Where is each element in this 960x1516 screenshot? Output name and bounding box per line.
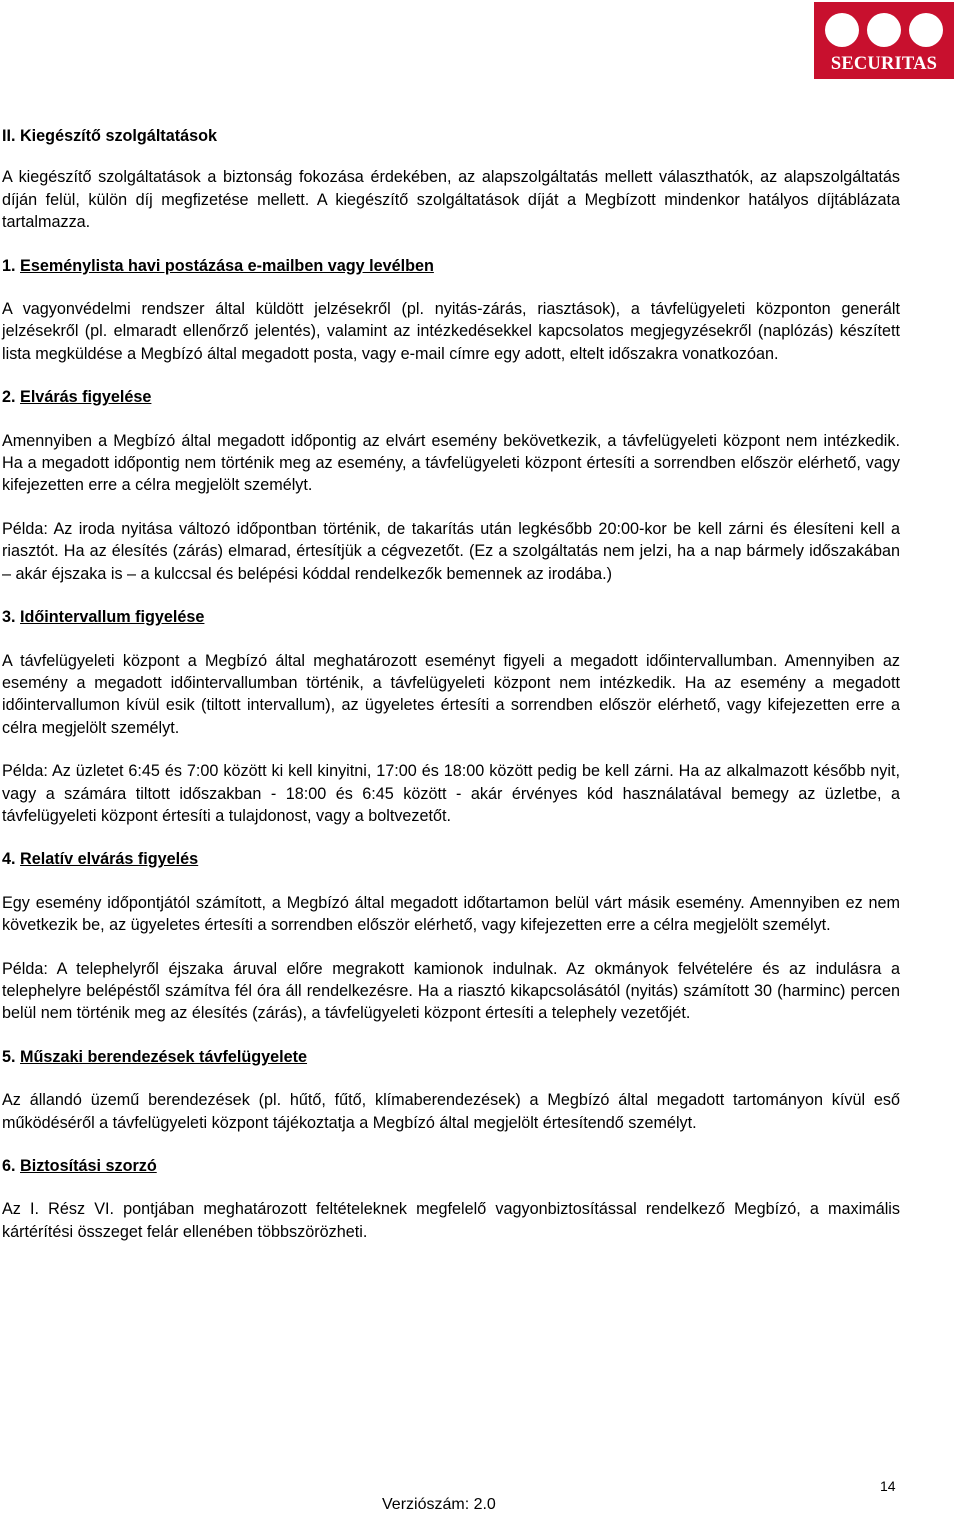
logo-wordmark: SECURITAS [830, 54, 938, 74]
section-paragraph: A vagyonvédelmi rendszer által küldött jelzésekről (pl. nyitás-zárás, riasztások), a távfelügyeleti központon generált jelzésekről (pl. elmaradt ellenőrző jelentés), valamint az intézkedésekkel kapcsolatos megjegyzésekről (naplózás) készített lista megküldése a Megbízó által megadott posta, vagy e-mail címre egy adott, eltelt időszakra vonatkozóan. [2, 300, 900, 363]
page-number: 14 [880, 1478, 896, 1494]
section-paragraph: Amennyiben a Megbízó által megadott időpontig az elvárt esemény bekövetkezik, a távfelügyeleti központ nem intézkedik. Ha a megadott időpontig nem történik meg az esemény, a távfelügyeleti központ értesíti a sorrendben először elérhető, vagy kifejezetten erre a célra megjelölt személyt. [2, 431, 900, 495]
section-number: 6. [2, 1157, 16, 1175]
section-heading [2, 1155, 900, 1177]
logo-dot [867, 13, 901, 47]
version-label: Verziószám: 2.0 [382, 1496, 496, 1513]
section-number: 4. [2, 850, 16, 869]
section-title: Biztosítási szorzó [20, 1157, 157, 1175]
section-paragraph: Az I. Rész VI. pontjában meghatározott feltételeknek megfelelő vagyonbiztosítással rendelkező Megbízó, a maximális kártérítési összeget felár ellenében többszörözheti. [2, 1200, 900, 1241]
section-heading [2, 848, 900, 870]
document-body [2, 125, 900, 1264]
section-paragraph: Példa: A telephelyről éjszaka áruval előre megrakott kamionok indulnak. Az okmányok felvételére és az indulásra a telephelyre belépéstől számítva fél óra áll rendelkezésre. Ha a riasztó kikapcsolásától (nyitás) számított 30 (harminc) percen belül nem történik meg az élesítés (zárás), a távfelügyeleti központ értesíti a telephely vezetőjét. [2, 959, 900, 1023]
sections-container [2, 255, 900, 1244]
section-title: Időintervallum figyelése [20, 608, 205, 627]
section-number: 1. [2, 256, 16, 275]
section-number: 5. [2, 1047, 16, 1066]
section-title: Elvárás figyelése [20, 388, 152, 407]
logo-dot [909, 13, 943, 47]
section-paragraph: Példa: Az iroda nyitása változó időpontban történik, de takarítás után legkésőbb 20:00-kor be kell zárni és élesíteni kell a riasztót. Ha az élesítés (zárás) elmarad, értesítjük a cégvezetőt. (Ez a szolgáltatás nem jelzi, ha a nap bármely időszakában – akár éjszaka is – a kulccsal és belépési kóddal rendelkezők bemennek az irodába.) [2, 519, 900, 583]
section-paragraph: Példa: Az üzletet 6:45 és 7:00 között ki kell kinyitni, 17:00 és 18:00 között pedig be kell zárni. Ha az alkalmazott később nyit, vagy a számára tiltott időszakban - 18:00 és 6:45 között - akár érvényes kód használatával bemegy az üzletbe, a távfelügyeleti központ értesíti a tulajdonost, vagy a boltvezetőt. [2, 762, 900, 825]
logo-dots [814, 13, 954, 47]
page-title: II. Kiegészítő szolgáltatások [2, 127, 217, 145]
securitas-logo [814, 2, 954, 79]
section-title: Relatív elvárás figyelés [20, 850, 199, 869]
section-paragraph: Egy esemény időpontjától számított, a Megbízó által megadott időtartamon belül várt másik esemény. Amennyiben ez nem következik be, az ügyeletes értesíti a sorrendben először elérhető, vagy kifejezetten erre a célra megjelölt személyt. [2, 893, 900, 935]
section-title: Eseménylista havi postázása e-mailben vagy levélben [20, 256, 434, 275]
section-title: Műszaki berendezések távfelügyelete [20, 1047, 308, 1066]
intro-paragraph: A kiegészítő szolgáltatások a biztonság fokozása érdekében, az alapszolgáltatás mellett választhatók, az alapszolgáltatás díján felül, külön díj megfizetése mellett. A kiegészítő szolgáltatások díját a Megbízott mindenkor hatályos díjtáblázata tartalmazza. [2, 168, 900, 232]
section-paragraph: Az állandó üzemű berendezések (pl. hűtő, fűtő, klímaberendezések) a Megbízó által megadott tartományon kívül eső működéséről a távfelügyeleti központ tájékoztatja a Megbízó által megjelölt értesítendő személyt. [2, 1091, 900, 1132]
section-paragraph: A távfelügyeleti központ a Megbízó által meghatározott eseményt figyeli a megadott időintervallumban. Amennyiben az esemény a megadott időintervallumban történik, a távfelügyeleti központ nem intézkedik. Ha az esemény a megadott időintervallumon kívül esik (tiltott intervallum), az ügyeletes értesíti a sorrendben először elérhető, vagy kifejezetten erre a célra megjelölt személyt. [2, 651, 900, 737]
section-heading [2, 606, 900, 628]
section-heading [2, 1046, 900, 1068]
section-number: 2. [2, 388, 16, 407]
section-heading [2, 386, 900, 408]
section-number: 3. [2, 608, 16, 627]
section-heading [2, 255, 900, 277]
logo-dot [825, 13, 859, 47]
